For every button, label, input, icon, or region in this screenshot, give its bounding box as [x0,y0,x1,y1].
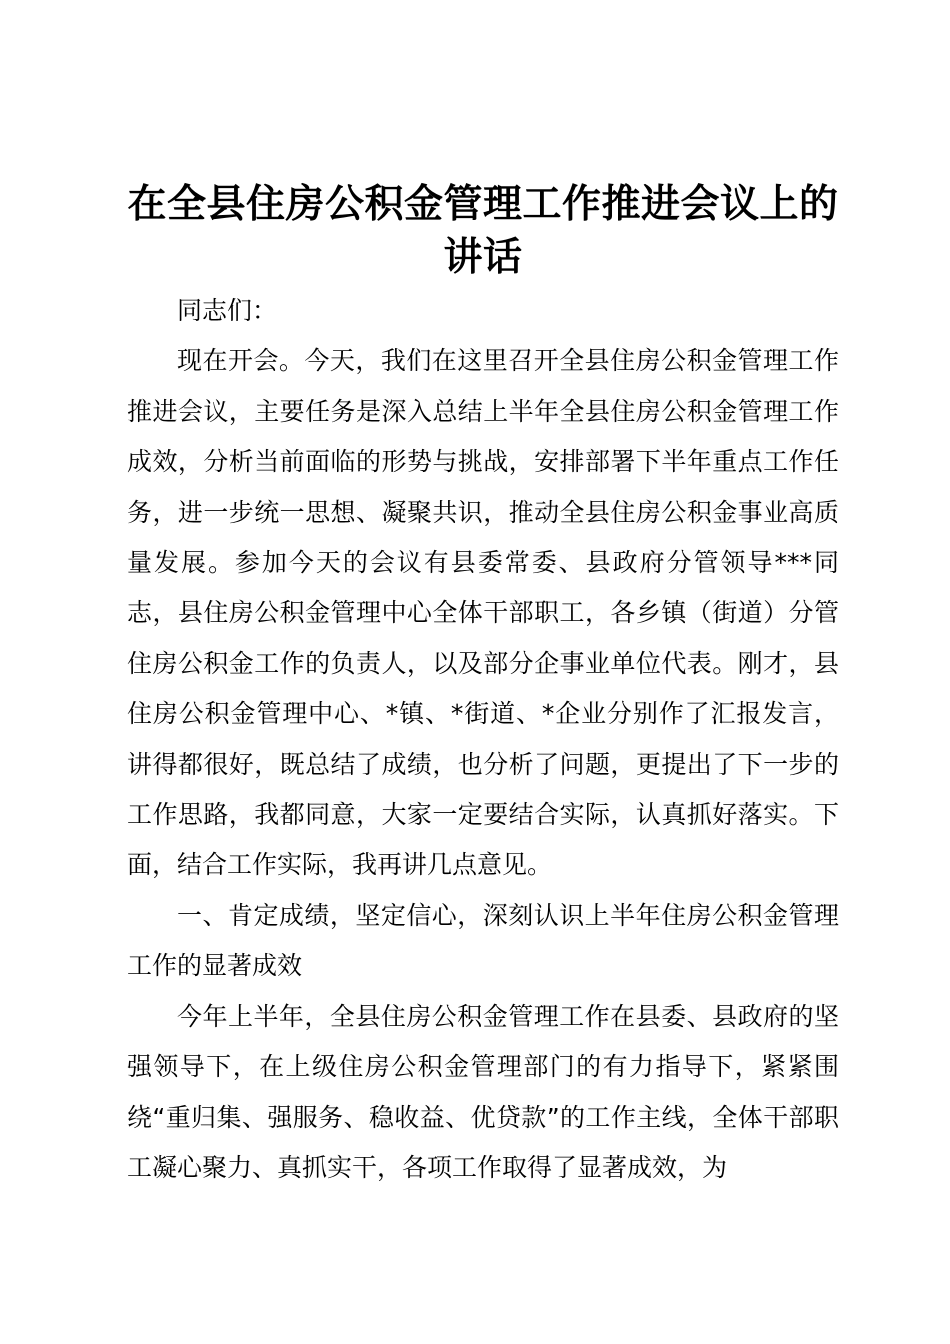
salutation: 同志们： [177,296,278,325]
section-heading: 一、肯定成绩，坚定信心，深刻认识上半年住房公积金管理工作的显著成效 [127,900,839,981]
section-paragraph: 今年上半年，全县住房公积金管理工作在县委、县政府的坚强领导下，在上级住房公积金管理部门的有力指导下，紧紧围绕“重归集、强服务、稳收益、优贷款”的工作主线，全体干部职工凝心聚力、真抓实干，各项工作取得了显著成效，为 [127,1001,839,1182]
document-body [127,286,839,1193]
opening-paragraph: 现在开会。今天，我们在这里召开全县住房公积金管理工作推进会议，主要任务是深入总结上半年全县住房公积金管理工作成效，分析当前面临的形势与挑战，安排部署下半年重点工作任务，进一步统一思想、凝聚共识，推动全县住房公积金事业高质量发展。参加今天的会议有县委常委、县政府分管领导***同志，县住房公积金管理中心全体干部职工，各乡镇（街道）分管住房公积金工作的负责人，以及部分企事业单位代表。刚才，县住房公积金管理中心、*镇、*街道、*企业分别作了汇报发言，讲得都很好，既总结了成绩，也分析了问题，更提出了下一步的工作思路，我都同意，大家一定要结合实际，认真抓好落实。下面，结合工作实际，我再讲几点意见。 [127,346,839,880]
document-title: 在全县住房公积金管理工作推进会议上的讲话 [127,181,839,280]
document-content [127,178,839,1193]
